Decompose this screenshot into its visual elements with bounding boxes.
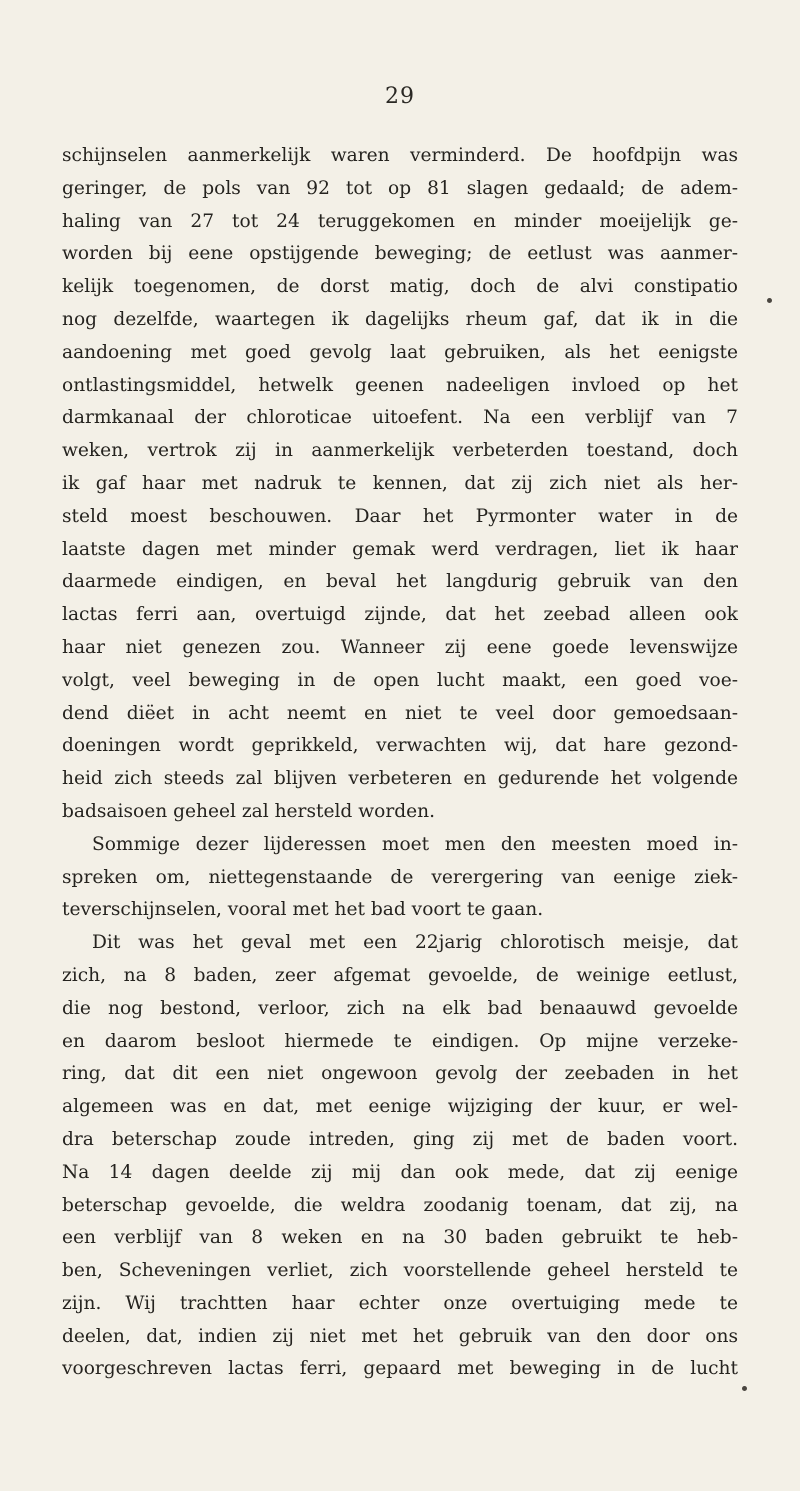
text-line: dend diëet in acht neemt en niet te veel door gemoedsaan- xyxy=(62,702,738,724)
text-line: deelen, dat, indien zij niet met het gebruik van den door ons xyxy=(62,1325,738,1347)
text-line: steld moest beschouwen. Daar het Pyrmonter water in de xyxy=(62,505,738,527)
text-line: zich, na 8 baden, zeer afgemat gevoelde, de weinige eetlust, xyxy=(62,964,738,986)
paragraph xyxy=(62,927,738,1386)
text-line: haling van 27 tot 24 teruggekomen en minder moeijelijk ge- xyxy=(62,210,738,232)
paragraph xyxy=(62,829,738,927)
text-line: heid zich steeds zal blijven verbeteren en gedurende het volgende xyxy=(62,768,738,790)
text-line: zijn. Wij trachtten haar echter onze overtuiging mede te xyxy=(62,1292,738,1314)
text-line: daarmede eindigen, en beval het langdurig gebruik van den xyxy=(62,571,738,593)
text-line: ben, Scheveningen verliet, zich voorstellende geheel hersteld te xyxy=(62,1260,738,1282)
text-line: spreken om, niettegenstaande de verergering van eenige ziek- xyxy=(62,866,738,888)
ink-speck xyxy=(767,298,772,303)
text-line: ontlastingsmiddel, hetwelk geenen nadeeligen invloed op het xyxy=(62,374,738,396)
text-line: ring, dat dit een niet ongewoon gevolg der zeebaden in het xyxy=(62,1063,738,1085)
text-line: teverschijnselen, vooral met het bad voort te gaan. xyxy=(62,899,544,921)
text-line: worden bij eene opstijgende beweging; de eetlust was aanmer- xyxy=(62,243,738,265)
text-line: kelijk toegenomen, de dorst matig, doch de alvi constipatio xyxy=(62,276,738,298)
text-line: en daarom besloot hiermede te eindigen. Op mijne verzeke- xyxy=(62,1030,738,1052)
text-line: nog dezelfde, waartegen ik dagelijks rheum gaf, dat ik in die xyxy=(62,308,738,330)
text-line: laatste dagen met minder gemak werd verdragen, liet ik haar xyxy=(62,538,738,560)
text-line: Na 14 dagen deelde zij mij dan ook mede, dat zij eenige xyxy=(62,1161,738,1183)
text-line: doeningen wordt geprikkeld, verwachten wij, dat hare gezond- xyxy=(62,735,738,757)
text-line: Dit was het geval met een 22jarig chlorotisch meisje, dat xyxy=(92,932,738,954)
ink-speck xyxy=(742,1386,747,1391)
text-line: algemeen was en dat, met eenige wijziging der kuur, er wel- xyxy=(62,1096,738,1118)
text-line: een verblijf van 8 weken en na 30 baden gebruikt te heb- xyxy=(62,1227,738,1249)
text-line: voorgeschreven lactas ferri, gepaard met beweging in de lucht xyxy=(62,1358,738,1380)
text-line: volgt, veel beweging in de open lucht maakt, een goed voe- xyxy=(62,669,738,691)
text-line: badsaisoen geheel zal hersteld worden. xyxy=(62,800,436,822)
text-line: aandoening met goed gevolg laat gebruiken, als het eenigste xyxy=(62,341,738,363)
paragraph xyxy=(62,140,738,829)
text-line: die nog bestond, verloor, zich na elk bad benaauwd gevoelde xyxy=(62,997,738,1019)
text-line: Sommige dezer lijderessen moet men den meesten moed in- xyxy=(92,833,738,855)
text-line: darmkanaal der chloroticae uitoefent. Na een verblijf van 7 xyxy=(62,407,738,429)
body-text xyxy=(62,140,738,1386)
text-line: lactas ferri aan, overtuigd zijnde, dat het zeebad alleen ook xyxy=(62,604,738,626)
text-line: dra beterschap zoude intreden, ging zij met de baden voort. xyxy=(62,1128,738,1150)
text-line: weken, vertrok zij in aanmerkelijk verbeterden toestand, doch xyxy=(62,440,738,462)
text-line: geringer, de pols van 92 tot op 81 slagen gedaald; de adem- xyxy=(62,177,738,199)
text-line: schijnselen aanmerkelijk waren verminderd. De hoofdpijn was xyxy=(62,145,738,166)
text-line: haar niet genezen zou. Wanneer zij eene goede levenswijze xyxy=(62,636,738,658)
text-line: beterschap gevoelde, die weldra zoodanig toenam, dat zij, na xyxy=(62,1194,738,1216)
text-line: ik gaf haar met nadruk te kennen, dat zij zich niet als her- xyxy=(62,472,738,494)
page-number: 29 xyxy=(385,84,415,109)
